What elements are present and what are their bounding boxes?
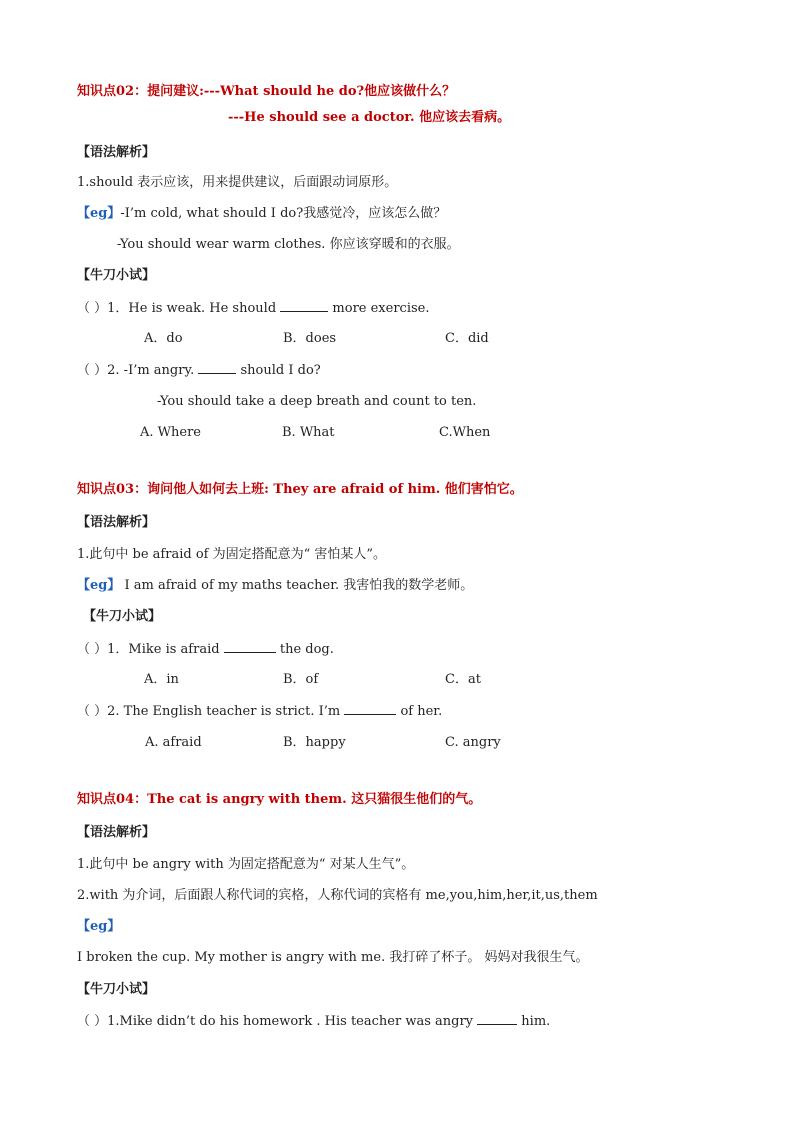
answer-blank <box>477 1011 517 1025</box>
question-row <box>77 1011 550 1032</box>
section-03-title: 知识点03：询问他人如何去上班: They are afraid of him. 他们害怕它。 <box>77 482 523 497</box>
option-c: C. angry <box>445 735 501 750</box>
option-c: C.When <box>439 425 491 440</box>
answer-paren: （ ） <box>77 363 108 378</box>
question-text: of her. <box>400 704 443 719</box>
section-02-title: 知识点02：提问建议:---What should he do?他应该做什么？ <box>77 84 456 99</box>
question-text: 2. The English teacher is strict. I’m <box>107 704 341 719</box>
question-row <box>77 298 429 319</box>
grammar-rule: 1.此句中 be afraid of 为固定搭配意为“ 害怕某人”。 <box>77 547 387 562</box>
option-a: A．do <box>144 331 183 346</box>
example-label: 【eg】 <box>77 919 121 934</box>
analysis-header: 【语法解析】 <box>77 825 156 840</box>
question-text: the dog. <box>279 642 334 657</box>
practice-header: 【牛刀小试】 <box>83 609 162 624</box>
option-c: C．did <box>445 331 489 346</box>
option-b: B. What <box>282 425 335 440</box>
question-text: -You should take a deep breath and count to ten. <box>157 394 477 409</box>
answer-paren: （ ） <box>77 642 108 657</box>
question-text: more exercise. <box>332 301 430 316</box>
option-c: C．at <box>445 672 481 687</box>
question-row <box>77 701 442 722</box>
answer-paren: （ ） <box>77 704 108 719</box>
practice-header: 【牛刀小试】 <box>77 268 156 283</box>
analysis-header: 【语法解析】 <box>77 515 156 530</box>
example-text: I broken the cup. My mother is angry with me. 我打碎了杯子。 妈妈对我很生气。 <box>77 950 589 965</box>
question-text: 1.Mike didn’t do his homework . His teacher was angry <box>107 1014 474 1029</box>
example-label: 【eg】 <box>77 206 121 221</box>
question-text: him. <box>521 1014 551 1029</box>
example-text: -I’m cold, what should I do?我感觉冷，应该怎么做？ <box>120 206 447 221</box>
example-label: 【eg】 <box>77 578 121 593</box>
example-line <box>77 204 446 224</box>
option-a: A. Where <box>140 425 201 440</box>
grammar-rule: 1.should 表示应该，用来提供建议，后面跟动词原形。 <box>77 175 398 190</box>
section-04-title: 知识点04：The cat is angry with them. 这只猫很生他们的气。 <box>77 792 482 807</box>
question-text: 1．He is weak. He should <box>107 301 277 316</box>
answer-paren: （ ） <box>77 1014 108 1029</box>
option-b: B．of <box>283 672 319 687</box>
grammar-rule: 2.with 为介词，后面跟人称代词的宾格，人称代词的宾格有 me,you,him,her,it,us,them <box>77 888 598 903</box>
question-row <box>77 639 334 660</box>
answer-paren: （ ） <box>77 301 108 316</box>
practice-header: 【牛刀小试】 <box>77 982 156 997</box>
answer-blank <box>198 360 236 374</box>
option-a: A. afraid <box>145 735 202 750</box>
option-a: A．in <box>144 672 179 687</box>
answer-blank <box>280 298 328 312</box>
option-b: B．happy <box>283 735 346 750</box>
question-text: 1．Mike is afraid <box>107 642 220 657</box>
example-text: -You should wear warm clothes. 你应该穿暖和的衣服。 <box>117 237 460 252</box>
analysis-header: 【语法解析】 <box>77 145 156 160</box>
section-02-title-answer: ---He should see a doctor. 他应该去看病。 <box>228 110 511 125</box>
option-b: B．does <box>283 331 337 346</box>
question-text: 2. -I’m angry. <box>107 363 195 378</box>
example-line <box>77 576 473 596</box>
question-text: should I do? <box>240 363 321 378</box>
grammar-rule: 1.此句中 be angry with 为固定搭配意为“ 对某人生气”。 <box>77 857 415 872</box>
question-row <box>77 360 321 381</box>
answer-blank <box>224 639 276 653</box>
answer-blank <box>344 701 396 715</box>
example-text: I am afraid of my maths teacher. 我害怕我的数学老师。 <box>124 578 474 593</box>
